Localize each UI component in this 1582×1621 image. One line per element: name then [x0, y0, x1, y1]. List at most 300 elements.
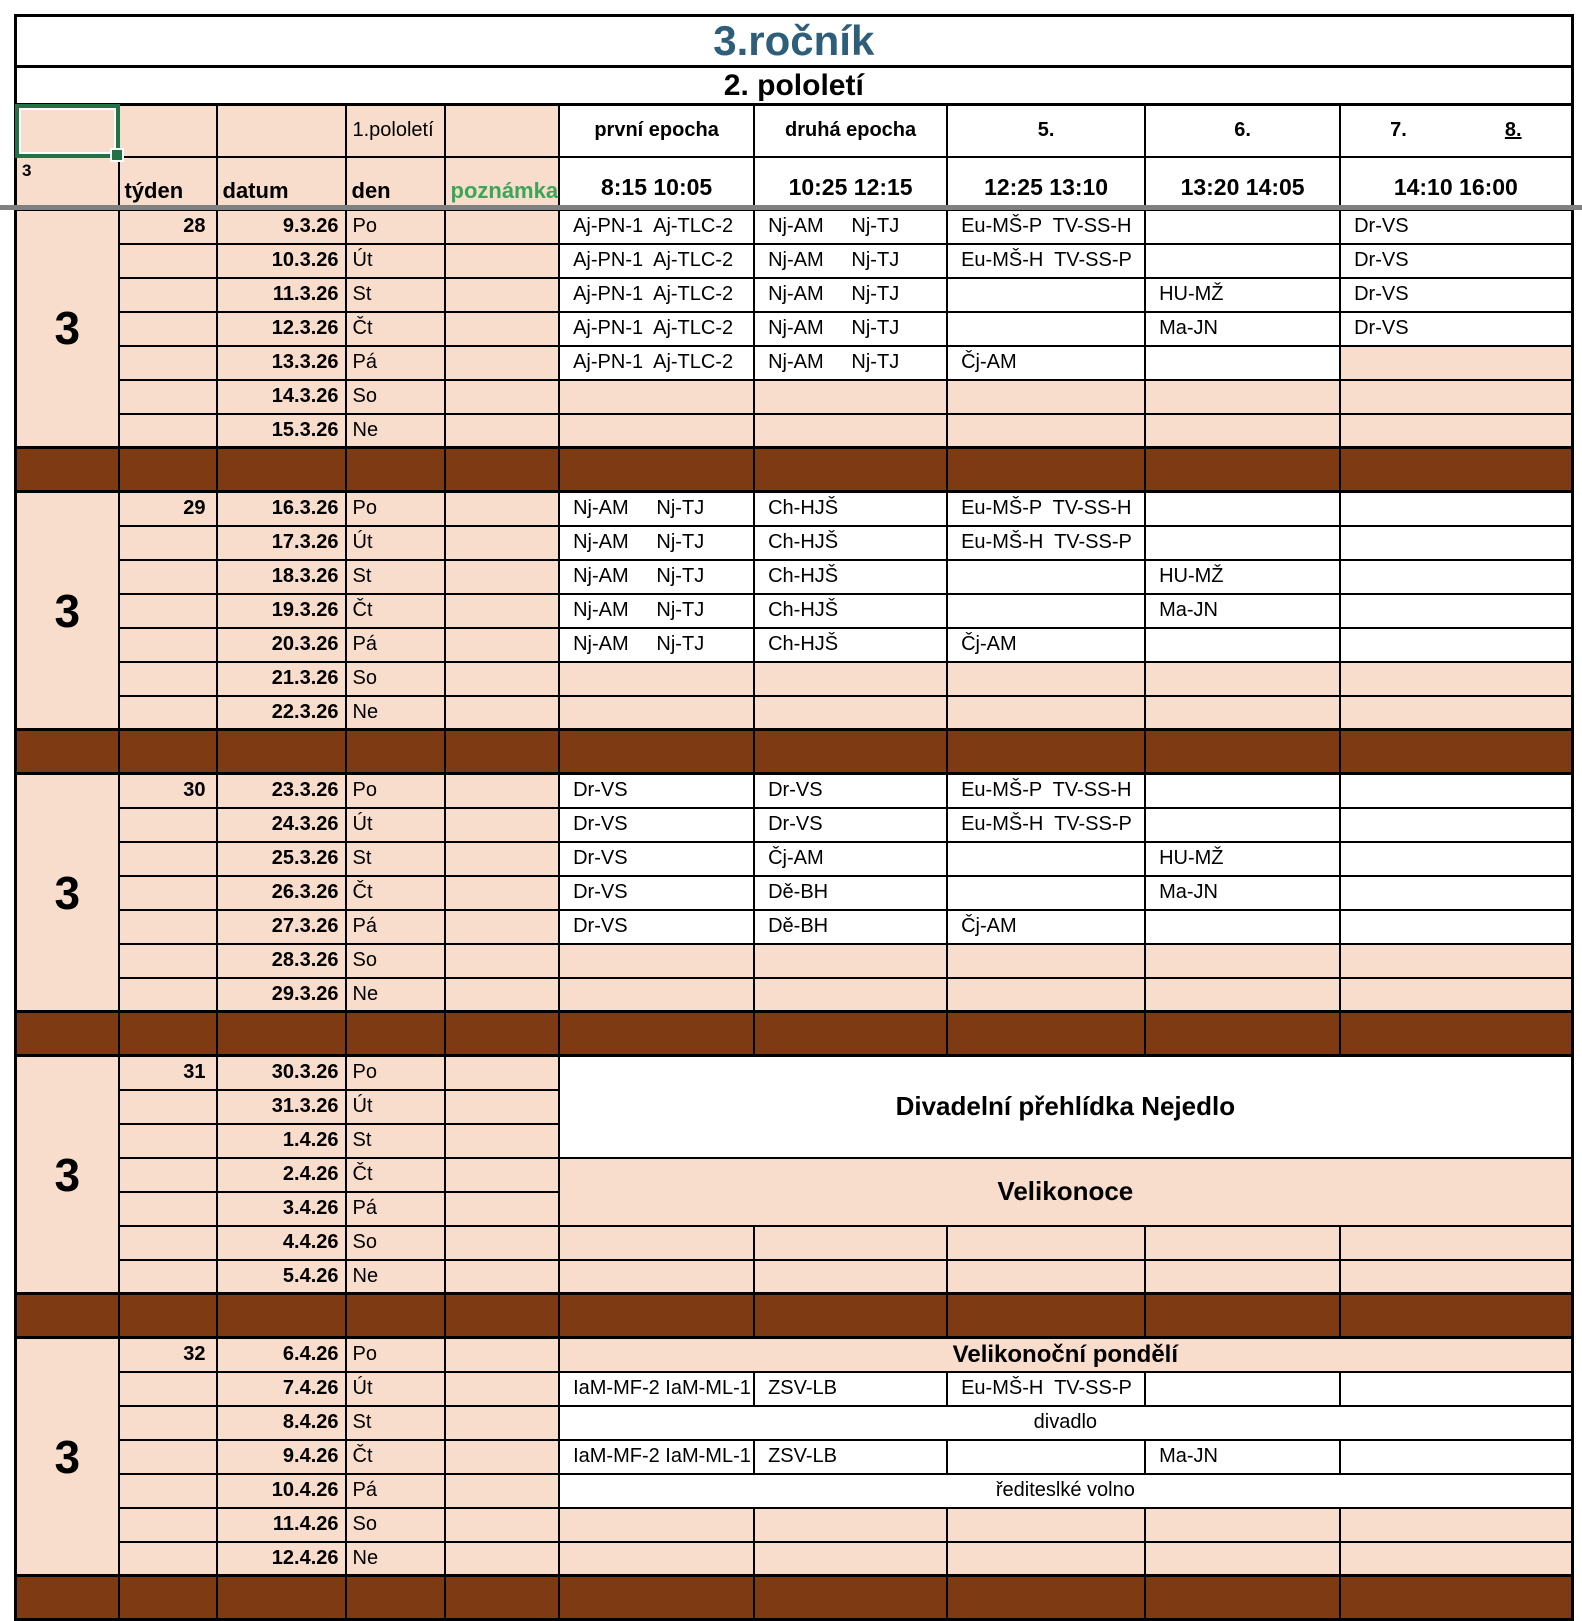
- day-name-cell[interactable]: Čt: [346, 594, 445, 628]
- week-number-cell[interactable]: [119, 278, 217, 312]
- date-cell[interactable]: 10.3.26: [217, 244, 346, 278]
- note-cell[interactable]: [445, 1474, 560, 1508]
- slot-cell[interactable]: [1145, 414, 1340, 448]
- week-number-cell[interactable]: [119, 696, 217, 730]
- slot-cell[interactable]: [754, 978, 947, 1012]
- header-blank-cell[interactable]: [217, 105, 346, 157]
- slot-cell[interactable]: Eu-MŠ-H TV-SS-P: [947, 808, 1145, 842]
- note-cell[interactable]: [445, 526, 560, 560]
- week-number-cell[interactable]: [119, 560, 217, 594]
- week-number-cell[interactable]: [119, 1226, 217, 1260]
- slot-cell[interactable]: Dr-VS: [1340, 278, 1572, 312]
- date-cell[interactable]: 9.3.26: [217, 210, 346, 244]
- slot-cell[interactable]: Eu-MŠ-H TV-SS-P: [947, 526, 1145, 560]
- slot-cell[interactable]: [1340, 808, 1572, 842]
- week-number-cell[interactable]: [119, 1124, 217, 1158]
- note-cell[interactable]: [445, 492, 560, 526]
- slot-cell[interactable]: Ch-HJŠ: [754, 594, 947, 628]
- day-name-cell[interactable]: Út: [346, 244, 445, 278]
- day-name-cell[interactable]: Út: [346, 1090, 445, 1124]
- week-number-cell[interactable]: 30: [119, 774, 217, 808]
- slot-cell[interactable]: [1145, 1372, 1340, 1406]
- slot-cell[interactable]: [1145, 774, 1340, 808]
- slot-cell[interactable]: Dr-VS: [754, 774, 947, 808]
- note-cell[interactable]: [445, 560, 560, 594]
- slot-cell[interactable]: Dě-BH: [754, 910, 947, 944]
- slot-cell[interactable]: [1145, 696, 1340, 730]
- slot-cell[interactable]: Nj-AM Nj-TJ: [559, 628, 754, 662]
- slot-cell[interactable]: [947, 662, 1145, 696]
- date-cell[interactable]: 28.3.26: [217, 944, 346, 978]
- note-cell[interactable]: [445, 414, 560, 448]
- slot-cell[interactable]: Ch-HJŠ: [754, 560, 947, 594]
- date-cell[interactable]: 10.4.26: [217, 1474, 346, 1508]
- slot-cell[interactable]: [754, 1508, 947, 1542]
- day-name-cell[interactable]: Čt: [346, 876, 445, 910]
- slot-cell[interactable]: Ma-JN: [1145, 876, 1340, 910]
- date-column-header[interactable]: datum: [217, 157, 346, 210]
- slot-cell[interactable]: Eu-MŠ-H TV-SS-P: [947, 244, 1145, 278]
- week-number-cell[interactable]: [119, 380, 217, 414]
- week-number-cell[interactable]: [119, 1542, 217, 1576]
- week-number-cell[interactable]: [119, 594, 217, 628]
- slot-cell[interactable]: Dr-VS: [559, 774, 754, 808]
- note-cell[interactable]: [445, 662, 560, 696]
- slot-cell[interactable]: [1145, 1508, 1340, 1542]
- note-cell[interactable]: [445, 876, 560, 910]
- slot-cell[interactable]: [559, 944, 754, 978]
- slot-cell[interactable]: [947, 842, 1145, 876]
- slot-cell[interactable]: Nj-AM Nj-TJ: [754, 210, 947, 244]
- slot-cell[interactable]: [947, 1542, 1145, 1576]
- date-cell[interactable]: 9.4.26: [217, 1440, 346, 1474]
- slot-cell[interactable]: [1340, 1372, 1572, 1406]
- week-number-cell[interactable]: [119, 244, 217, 278]
- corner-grade-cell[interactable]: 3: [16, 157, 119, 210]
- period7-8-header[interactable]: [1340, 105, 1572, 157]
- week-number-cell[interactable]: [119, 1158, 217, 1192]
- note-cell[interactable]: [445, 1226, 560, 1260]
- slot-cell[interactable]: [754, 696, 947, 730]
- slot-cell[interactable]: [559, 380, 754, 414]
- day-name-cell[interactable]: St: [346, 560, 445, 594]
- slot-cell[interactable]: [947, 696, 1145, 730]
- week-number-cell[interactable]: [119, 1406, 217, 1440]
- slot-cell[interactable]: [559, 1508, 754, 1542]
- slot-cell[interactable]: Ma-JN: [1145, 1440, 1340, 1474]
- date-cell[interactable]: 8.4.26: [217, 1406, 346, 1440]
- slot-cell[interactable]: IaM-MF-2 IaM-ML-1: [559, 1440, 754, 1474]
- slot-cell[interactable]: ZSV-LB: [754, 1372, 947, 1406]
- slot-cell[interactable]: [559, 978, 754, 1012]
- week-column-header[interactable]: týden: [119, 157, 217, 210]
- date-cell[interactable]: 2.4.26: [217, 1158, 346, 1192]
- slot-cell[interactable]: [1340, 910, 1572, 944]
- day-name-cell[interactable]: Pá: [346, 1474, 445, 1508]
- slot-cell[interactable]: Dr-VS: [754, 808, 947, 842]
- header-blank-cell[interactable]: [445, 105, 560, 157]
- day-name-cell[interactable]: Ne: [346, 1260, 445, 1294]
- date-cell[interactable]: 25.3.26: [217, 842, 346, 876]
- date-cell[interactable]: 27.3.26: [217, 910, 346, 944]
- day-name-cell[interactable]: Čt: [346, 1440, 445, 1474]
- slot-cell[interactable]: [1340, 1542, 1572, 1576]
- time-header-5[interactable]: 14:10 16:00: [1340, 157, 1572, 210]
- slot-cell[interactable]: Nj-AM Nj-TJ: [754, 278, 947, 312]
- slot-cell[interactable]: [754, 1542, 947, 1576]
- slot-cell[interactable]: [559, 696, 754, 730]
- slot-cell[interactable]: Aj-PN-1 Aj-TLC-2: [559, 312, 754, 346]
- slot-cell[interactable]: [947, 1508, 1145, 1542]
- slot-cell[interactable]: [947, 876, 1145, 910]
- slot-cell[interactable]: [754, 380, 947, 414]
- slot-cell[interactable]: [1145, 526, 1340, 560]
- slot-cell[interactable]: [1145, 808, 1340, 842]
- slot-cell[interactable]: HU-MŽ: [1145, 842, 1340, 876]
- week-number-cell[interactable]: [119, 876, 217, 910]
- slot-cell[interactable]: [1145, 1542, 1340, 1576]
- day-name-cell[interactable]: So: [346, 1508, 445, 1542]
- slot-cell[interactable]: [1145, 628, 1340, 662]
- note-cell[interactable]: [445, 1372, 560, 1406]
- slot-cell[interactable]: Eu-MŠ-P TV-SS-H: [947, 492, 1145, 526]
- slot-cell[interactable]: Eu-MŠ-P TV-SS-H: [947, 774, 1145, 808]
- date-cell[interactable]: 31.3.26: [217, 1090, 346, 1124]
- day-name-cell[interactable]: Čt: [346, 312, 445, 346]
- date-cell[interactable]: 24.3.26: [217, 808, 346, 842]
- week-number-cell[interactable]: 32: [119, 1338, 217, 1372]
- note-cell[interactable]: [445, 1406, 560, 1440]
- day-name-cell[interactable]: So: [346, 380, 445, 414]
- day-name-cell[interactable]: Ne: [346, 1542, 445, 1576]
- date-cell[interactable]: 22.3.26: [217, 696, 346, 730]
- slot-cell[interactable]: [1145, 910, 1340, 944]
- slot-cell[interactable]: [1340, 492, 1572, 526]
- slot-cell[interactable]: Nj-AM Nj-TJ: [559, 492, 754, 526]
- week-number-cell[interactable]: [119, 346, 217, 380]
- slot-cell[interactable]: [1340, 1226, 1572, 1260]
- slot-cell[interactable]: [1340, 414, 1572, 448]
- epoch1-header[interactable]: první epocha: [559, 105, 754, 157]
- note-cell[interactable]: [445, 1542, 560, 1576]
- day-name-cell[interactable]: Ne: [346, 978, 445, 1012]
- day-name-cell[interactable]: Po: [346, 210, 445, 244]
- week-number-cell[interactable]: [119, 1508, 217, 1542]
- slot-cell[interactable]: Čj-AM: [947, 346, 1145, 380]
- date-cell[interactable]: 11.4.26: [217, 1508, 346, 1542]
- week-number-cell[interactable]: [119, 628, 217, 662]
- date-cell[interactable]: 4.4.26: [217, 1226, 346, 1260]
- week-number-cell[interactable]: [119, 944, 217, 978]
- date-cell[interactable]: 15.3.26: [217, 414, 346, 448]
- slot-cell[interactable]: [754, 1226, 947, 1260]
- slot-cell[interactable]: [754, 1260, 947, 1294]
- note-cell[interactable]: [445, 312, 560, 346]
- day-name-cell[interactable]: Čt: [346, 1158, 445, 1192]
- day-name-cell[interactable]: So: [346, 1226, 445, 1260]
- date-cell[interactable]: 12.4.26: [217, 1542, 346, 1576]
- week-number-cell[interactable]: [119, 1474, 217, 1508]
- slot-cell[interactable]: [1340, 1260, 1572, 1294]
- note-cell[interactable]: [445, 842, 560, 876]
- day-name-cell[interactable]: St: [346, 278, 445, 312]
- week-label-cell[interactable]: 3: [16, 1056, 119, 1294]
- week-label-cell[interactable]: 3: [16, 492, 119, 730]
- slot-cell[interactable]: [947, 414, 1145, 448]
- slot-cell[interactable]: Ma-JN: [1145, 594, 1340, 628]
- slot-cell[interactable]: Čj-AM: [754, 842, 947, 876]
- date-cell[interactable]: 17.3.26: [217, 526, 346, 560]
- slot-cell[interactable]: [1145, 346, 1340, 380]
- slot-cell[interactable]: [754, 944, 947, 978]
- time-header-1[interactable]: 8:15 10:05: [559, 157, 754, 210]
- date-cell[interactable]: 7.4.26: [217, 1372, 346, 1406]
- week-number-cell[interactable]: [119, 1372, 217, 1406]
- merged-event-cell[interactable]: Divadelní přehlídka Nejedlo: [559, 1056, 1572, 1158]
- note-cell[interactable]: [445, 244, 560, 278]
- week-number-cell[interactable]: [119, 978, 217, 1012]
- week-number-cell[interactable]: [119, 1440, 217, 1474]
- note-cell[interactable]: [445, 978, 560, 1012]
- time-header-2[interactable]: 10:25 12:15: [754, 157, 947, 210]
- note-cell[interactable]: [445, 696, 560, 730]
- note-cell[interactable]: [445, 1090, 560, 1124]
- date-cell[interactable]: 20.3.26: [217, 628, 346, 662]
- epoch2-header[interactable]: druhá epocha: [754, 105, 947, 157]
- day-name-cell[interactable]: St: [346, 1124, 445, 1158]
- week-number-cell[interactable]: [119, 1192, 217, 1226]
- note-cell[interactable]: [445, 774, 560, 808]
- week-number-cell[interactable]: [119, 910, 217, 944]
- day-name-cell[interactable]: Po: [346, 492, 445, 526]
- period6-header[interactable]: 6.: [1145, 105, 1340, 157]
- slot-cell[interactable]: [1340, 842, 1572, 876]
- day-name-cell[interactable]: So: [346, 662, 445, 696]
- slot-cell[interactable]: [1340, 628, 1572, 662]
- day-name-cell[interactable]: So: [346, 944, 445, 978]
- slot-cell[interactable]: Dr-VS: [559, 808, 754, 842]
- slot-cell[interactable]: [947, 380, 1145, 414]
- slot-cell[interactable]: Eu-MŠ-H TV-SS-P: [947, 1372, 1145, 1406]
- note-cell[interactable]: [445, 944, 560, 978]
- slot-cell[interactable]: Dr-VS: [559, 910, 754, 944]
- slot-cell[interactable]: [559, 414, 754, 448]
- slot-cell[interactable]: [1340, 978, 1572, 1012]
- slot-cell[interactable]: [1340, 944, 1572, 978]
- slot-cell[interactable]: Nj-AM Nj-TJ: [559, 594, 754, 628]
- week-number-cell[interactable]: [119, 662, 217, 696]
- slot-cell[interactable]: [1340, 560, 1572, 594]
- day-column-header[interactable]: den: [346, 157, 445, 210]
- slot-cell[interactable]: [559, 1260, 754, 1294]
- slot-cell[interactable]: Aj-PN-1 Aj-TLC-2: [559, 210, 754, 244]
- merged-event-cell[interactable]: divadlo: [559, 1406, 1572, 1440]
- day-name-cell[interactable]: Ne: [346, 414, 445, 448]
- slot-cell[interactable]: [1145, 210, 1340, 244]
- time-header-4[interactable]: 13:20 14:05: [1145, 157, 1340, 210]
- week-label-cell[interactable]: 3: [16, 774, 119, 1012]
- slot-cell[interactable]: HU-MŽ: [1145, 560, 1340, 594]
- slot-cell[interactable]: Aj-PN-1 Aj-TLC-2: [559, 244, 754, 278]
- note-cell[interactable]: [445, 1508, 560, 1542]
- slot-cell[interactable]: [1145, 380, 1340, 414]
- note-cell[interactable]: [445, 380, 560, 414]
- slot-cell[interactable]: [1340, 774, 1572, 808]
- day-name-cell[interactable]: Út: [346, 1372, 445, 1406]
- week-number-cell[interactable]: [119, 1260, 217, 1294]
- slot-cell[interactable]: Dr-VS: [559, 876, 754, 910]
- slot-cell[interactable]: [754, 414, 947, 448]
- slot-cell[interactable]: [947, 944, 1145, 978]
- date-cell[interactable]: 30.3.26: [217, 1056, 346, 1090]
- day-name-cell[interactable]: St: [346, 842, 445, 876]
- slot-cell[interactable]: [947, 312, 1145, 346]
- day-name-cell[interactable]: Po: [346, 774, 445, 808]
- time-header-3[interactable]: 12:25 13:10: [947, 157, 1145, 210]
- date-cell[interactable]: 1.4.26: [217, 1124, 346, 1158]
- slot-cell[interactable]: Nj-AM Nj-TJ: [754, 312, 947, 346]
- date-cell[interactable]: 14.3.26: [217, 380, 346, 414]
- slot-cell[interactable]: [947, 594, 1145, 628]
- slot-cell[interactable]: [1145, 944, 1340, 978]
- slot-cell[interactable]: [1145, 1260, 1340, 1294]
- slot-cell[interactable]: [947, 560, 1145, 594]
- slot-cell[interactable]: Nj-AM Nj-TJ: [559, 526, 754, 560]
- week-number-cell[interactable]: [119, 414, 217, 448]
- slot-cell[interactable]: [947, 978, 1145, 1012]
- note-cell[interactable]: [445, 278, 560, 312]
- week-number-cell[interactable]: 31: [119, 1056, 217, 1090]
- slot-cell[interactable]: [1340, 1440, 1572, 1474]
- note-cell[interactable]: [445, 346, 560, 380]
- slot-cell[interactable]: Aj-PN-1 Aj-TLC-2: [559, 346, 754, 380]
- week-number-cell[interactable]: 28: [119, 210, 217, 244]
- week-number-cell[interactable]: 29: [119, 492, 217, 526]
- slot-cell[interactable]: Aj-PN-1 Aj-TLC-2: [559, 278, 754, 312]
- slot-cell[interactable]: [559, 1226, 754, 1260]
- note-column-header[interactable]: poznámka: [445, 157, 560, 210]
- slot-cell[interactable]: [1340, 594, 1572, 628]
- date-cell[interactable]: 29.3.26: [217, 978, 346, 1012]
- day-name-cell[interactable]: Ne: [346, 696, 445, 730]
- slot-cell[interactable]: [559, 662, 754, 696]
- first-semester-label[interactable]: 1.pololetí: [346, 105, 445, 157]
- slot-cell[interactable]: [1340, 526, 1572, 560]
- slot-cell[interactable]: Dě-BH: [754, 876, 947, 910]
- slot-cell[interactable]: [1340, 380, 1572, 414]
- slot-cell[interactable]: Ch-HJŠ: [754, 628, 947, 662]
- merged-event-cell[interactable]: Velikonoce: [559, 1158, 1572, 1226]
- note-cell[interactable]: [445, 628, 560, 662]
- week-number-cell[interactable]: [119, 526, 217, 560]
- slot-cell[interactable]: HU-MŽ: [1145, 278, 1340, 312]
- slot-cell[interactable]: Dr-VS: [1340, 312, 1572, 346]
- day-name-cell[interactable]: Po: [346, 1338, 445, 1372]
- slot-cell[interactable]: [947, 1260, 1145, 1294]
- date-cell[interactable]: 5.4.26: [217, 1260, 346, 1294]
- slot-cell[interactable]: [1340, 876, 1572, 910]
- note-cell[interactable]: [445, 1124, 560, 1158]
- slot-cell[interactable]: [1340, 346, 1572, 380]
- week-number-cell[interactable]: [119, 808, 217, 842]
- date-cell[interactable]: 26.3.26: [217, 876, 346, 910]
- slot-cell[interactable]: Dr-VS: [1340, 210, 1572, 244]
- date-cell[interactable]: 3.4.26: [217, 1192, 346, 1226]
- slot-cell[interactable]: [1340, 662, 1572, 696]
- slot-cell[interactable]: Čj-AM: [947, 628, 1145, 662]
- date-cell[interactable]: 18.3.26: [217, 560, 346, 594]
- slot-cell[interactable]: Ch-HJŠ: [754, 526, 947, 560]
- slot-cell[interactable]: Ch-HJŠ: [754, 492, 947, 526]
- slot-cell[interactable]: [1340, 696, 1572, 730]
- day-name-cell[interactable]: Po: [346, 1056, 445, 1090]
- slot-cell[interactable]: Nj-AM Nj-TJ: [754, 244, 947, 278]
- day-name-cell[interactable]: Út: [346, 526, 445, 560]
- slot-cell[interactable]: Čj-AM: [947, 910, 1145, 944]
- day-name-cell[interactable]: Pá: [346, 346, 445, 380]
- day-name-cell[interactable]: Út: [346, 808, 445, 842]
- slot-cell[interactable]: Dr-VS: [559, 842, 754, 876]
- slot-cell[interactable]: ZSV-LB: [754, 1440, 947, 1474]
- slot-cell[interactable]: Eu-MŠ-P TV-SS-H: [947, 210, 1145, 244]
- day-name-cell[interactable]: St: [346, 1406, 445, 1440]
- week-number-cell[interactable]: [119, 842, 217, 876]
- slot-cell[interactable]: Ma-JN: [1145, 312, 1340, 346]
- slot-cell[interactable]: Dr-VS: [1340, 244, 1572, 278]
- period5-header[interactable]: 5.: [947, 105, 1145, 157]
- date-cell[interactable]: 12.3.26: [217, 312, 346, 346]
- slot-cell[interactable]: [1340, 1508, 1572, 1542]
- note-cell[interactable]: [445, 910, 560, 944]
- note-cell[interactable]: [445, 1158, 560, 1192]
- date-cell[interactable]: 13.3.26: [217, 346, 346, 380]
- slot-cell[interactable]: [754, 662, 947, 696]
- slot-cell[interactable]: IaM-MF-2 IaM-ML-1: [559, 1372, 754, 1406]
- slot-cell[interactable]: [1145, 662, 1340, 696]
- week-number-cell[interactable]: [119, 1090, 217, 1124]
- note-cell[interactable]: [445, 1260, 560, 1294]
- day-name-cell[interactable]: Pá: [346, 628, 445, 662]
- week-label-cell[interactable]: 3: [16, 1338, 119, 1576]
- note-cell[interactable]: [445, 210, 560, 244]
- selected-cell[interactable]: [16, 105, 119, 157]
- header-blank-cell[interactable]: [119, 105, 217, 157]
- slot-cell[interactable]: Nj-AM Nj-TJ: [754, 346, 947, 380]
- date-cell[interactable]: 16.3.26: [217, 492, 346, 526]
- note-cell[interactable]: [445, 1338, 560, 1372]
- slot-cell[interactable]: [559, 1542, 754, 1576]
- note-cell[interactable]: [445, 1056, 560, 1090]
- date-cell[interactable]: 6.4.26: [217, 1338, 346, 1372]
- slot-cell[interactable]: [947, 1440, 1145, 1474]
- slot-cell[interactable]: [1145, 1226, 1340, 1260]
- note-cell[interactable]: [445, 594, 560, 628]
- slot-cell[interactable]: [947, 278, 1145, 312]
- slot-cell[interactable]: [1145, 978, 1340, 1012]
- day-name-cell[interactable]: Pá: [346, 910, 445, 944]
- merged-event-cell[interactable]: Velikonoční pondělí: [559, 1338, 1572, 1372]
- note-cell[interactable]: [445, 808, 560, 842]
- date-cell[interactable]: 21.3.26: [217, 662, 346, 696]
- slot-cell[interactable]: [1145, 244, 1340, 278]
- date-cell[interactable]: 19.3.26: [217, 594, 346, 628]
- date-cell[interactable]: 23.3.26: [217, 774, 346, 808]
- note-cell[interactable]: [445, 1192, 560, 1226]
- day-name-cell[interactable]: Pá: [346, 1192, 445, 1226]
- week-number-cell[interactable]: [119, 312, 217, 346]
- slot-cell[interactable]: [947, 1226, 1145, 1260]
- slot-cell[interactable]: [1145, 492, 1340, 526]
